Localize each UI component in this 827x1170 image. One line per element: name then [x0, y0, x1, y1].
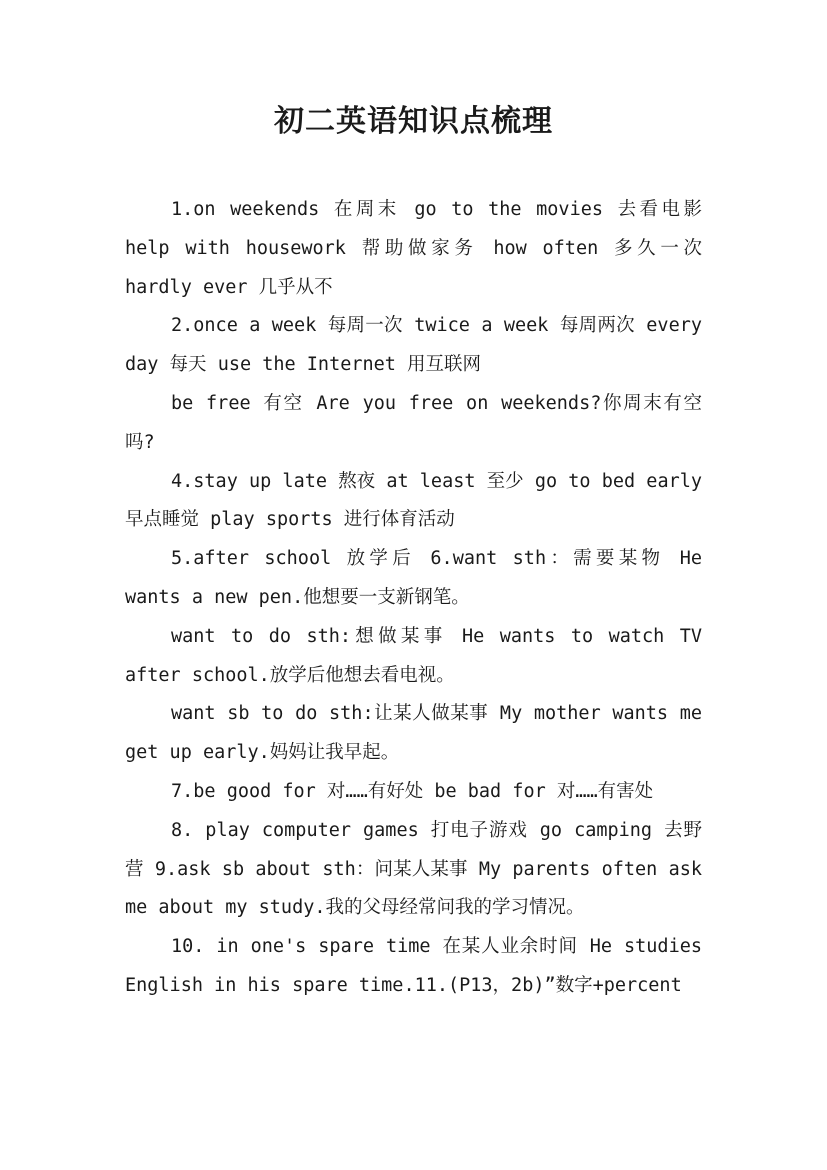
document-title: 初二英语知识点梳理 [274, 104, 553, 139]
paragraph-8: 7.be good for 对……有好处 be bad for 对……有害处 [171, 780, 654, 802]
paragraph-5: 5.after school 放学后 6.want sth：需要某物 He wants a new pen.他想要一支新钢笔。 [125, 548, 702, 608]
paragraph-9: 8. play computer games 打电子游戏 go camping 去野营 9.ask sb about sth：问某人某事 My parents often ask me about my study.我的父母经常问我的学习情况。 [125, 819, 702, 919]
paragraph-1: 1.on weekends 在周末 go to the movies 去看电影 help with housework 帮助做家务 how often 多久一次 hardly ever 几乎从不 [125, 199, 702, 298]
paragraph-6: want to do sth:想做某事 He wants to watch TV after school.放学后他想去看电视。 [125, 625, 702, 686]
paragraph-4: 4.stay up late 熬夜 at least 至少 go to bed early 早点睡觉 play sports 进行体育活动 [125, 470, 702, 531]
paragraph-10: 10. in one's spare time 在某人业余时间 He studies English in his spare time.11.(P13，2b)”数字+percent [125, 936, 702, 996]
paragraph-2: 2.once a week 每周一次 twice a week 每周两次 every day 每天 use the Internet 用互联网 [125, 315, 702, 376]
paragraph-7: want sb to do sth:让某人做某事 My mother wants me get up early.妈妈让我早起。 [125, 703, 702, 764]
document-body [125, 191, 702, 1006]
paragraph-3: be free 有空 Are you free on weekends?你周末有空吗? [125, 392, 702, 453]
